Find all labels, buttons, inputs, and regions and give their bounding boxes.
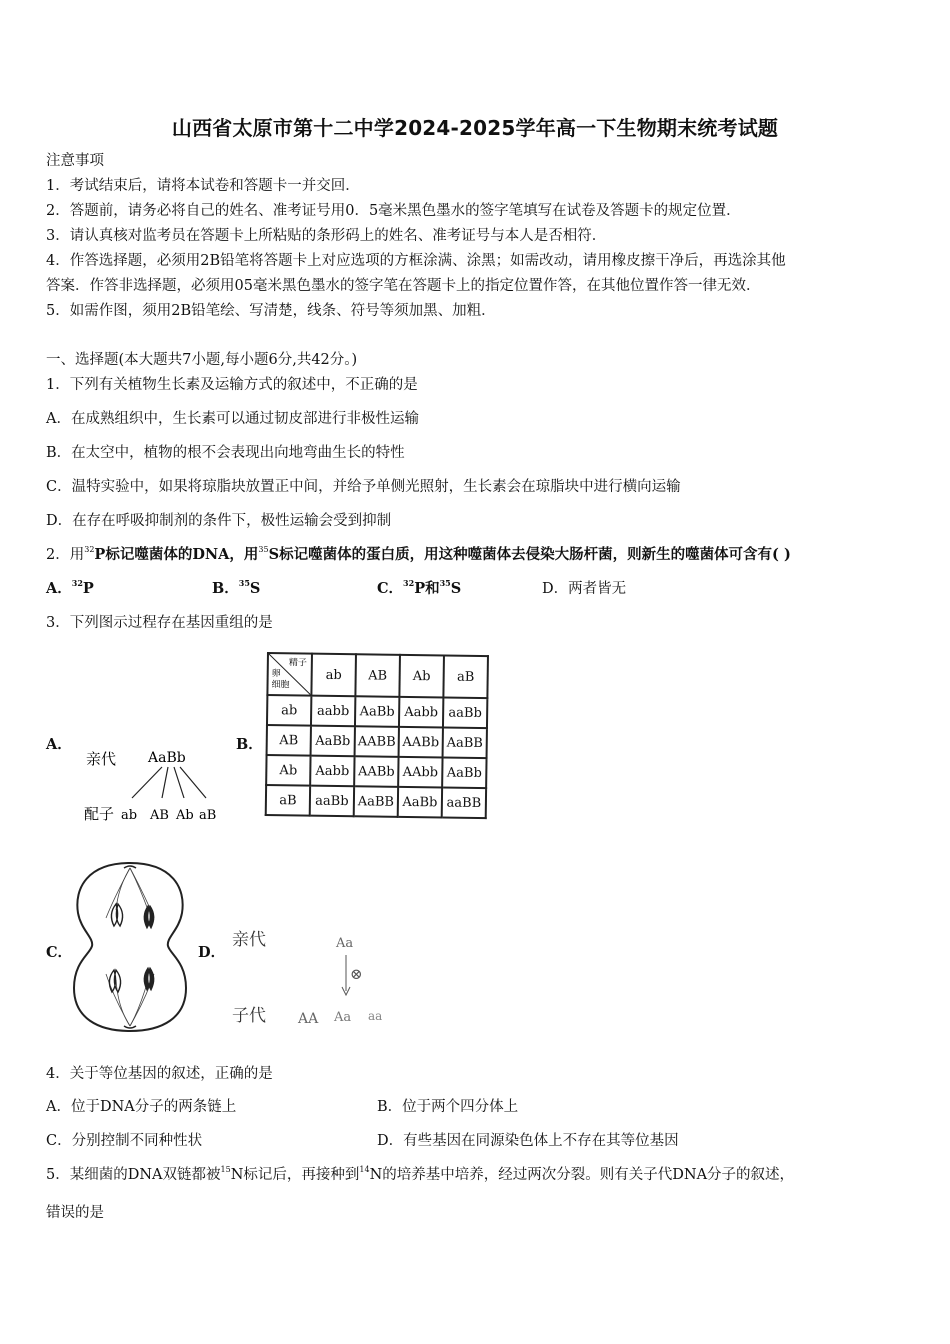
punnett-row-head: AB — [267, 725, 311, 756]
figure-d-child: aa — [368, 1009, 383, 1023]
notice-item: 答案．作答非选择题，必须用05毫米黑色墨水的签字笔在答题卡上的指定位置作答，在其他位置作答一律无效． — [46, 278, 761, 294]
question-1-option-a[interactable]: A．在成熟组织中，生长素可以通过韧皮部进行非极性运输 — [46, 411, 419, 427]
question-3-option-c[interactable]: C． — [46, 944, 73, 961]
punnett-corner-egg: 卵 — [271, 669, 281, 680]
figure-a-arrow — [180, 767, 206, 798]
punnett-corner-cell-label: 细胞 — [271, 680, 290, 691]
figure-c-dividing-cell — [68, 858, 192, 1036]
punnett-cell: AaBB — [354, 786, 398, 817]
spindle-pole — [124, 1026, 136, 1028]
figure-a-parent-genotype: AaBb — [148, 750, 186, 766]
figure-d-child-label: 子代 — [232, 1006, 266, 1026]
punnett-cell: aaBb — [310, 786, 354, 817]
question-4-stem: 4．关于等位基因的叙述，正确的是 — [46, 1066, 273, 1082]
spindle-pole — [124, 866, 136, 868]
punnett-row-head: Ab — [266, 755, 310, 786]
figure-a-gamete: AB — [150, 808, 169, 823]
punnett-cell: AaBb — [398, 787, 442, 818]
punnett-cell: AaBb — [442, 757, 486, 788]
question-1-option-d[interactable]: D．在存在呼吸抑制剂的条件下，极性运输会受到抑制 — [46, 513, 392, 529]
figure-a-gamete-label: 配子 — [84, 805, 115, 823]
punnett-col-head: Ab — [399, 655, 444, 698]
figure-b-punnett-square — [265, 652, 489, 819]
figure-a-arrow — [174, 767, 184, 798]
question-1-stem: 1．下列有关植物生长素及运输方式的叙述中，不正确的是 — [46, 377, 418, 393]
punnett-cell: Aabb — [310, 756, 354, 787]
punnett-col-head: aB — [443, 655, 488, 698]
figure-a-arrow — [162, 767, 168, 798]
question-4-option-c[interactable]: C．分别控制不同种性状 — [46, 1133, 203, 1149]
page-title: 山西省太原市第十二中学2024-2025学年高一下生物期末统考试题 — [171, 116, 779, 140]
notice-item: 2．答题前，请务必将自己的姓名、准考证号用0．5毫米黑色墨水的签字笔填写在试卷及答题卡的规定位置． — [46, 203, 741, 219]
punnett-cell: aaBb — [443, 697, 487, 728]
figure-d-parent-genotype: Aa — [336, 936, 354, 951]
question-4-option-d[interactable]: D．有些基因在同源染色体上不存在其等位基因 — [377, 1133, 679, 1149]
question-2-stem: 2．用$^{32}$P标记噬菌体的DNA，用$^{35}$S标记噬菌体的蛋白质，用这种噬菌体去侵染大肠杆菌，则新生的噬菌体可含有( ) — [46, 545, 791, 563]
notice-item: 3．请认真核对监考员在答题卡上所粘贴的条形码上的姓名、准考证号与本人是否相符． — [46, 228, 607, 244]
punnett-cell: AABb — [399, 727, 443, 758]
section-heading: 一、选择题(本大题共7小题,每小题6分,共42分。) — [46, 352, 358, 368]
question-1-option-b[interactable]: B．在太空中，植物的根不会表现出向地弯曲生长的特性 — [46, 445, 405, 461]
question-4-option-a[interactable]: A．位于DNA分子的两条链上 — [46, 1099, 237, 1115]
spindle-fibers — [106, 868, 154, 1026]
figure-d-child: AA — [298, 1011, 319, 1027]
cell-membrane — [74, 863, 186, 1031]
chromosome-light — [111, 904, 122, 926]
punnett-cell: AAbb — [398, 757, 442, 788]
figure-a-gamete: Ab — [176, 808, 194, 823]
figure-d-self-cross — [228, 925, 398, 1035]
punnett-cell: AaBb — [311, 726, 355, 757]
punnett-corner-diagonal — [268, 654, 311, 695]
question-3-stem: 3．下列图示过程存在基因重组的是 — [46, 615, 273, 631]
question-3-option-a[interactable]: A． — [46, 736, 72, 753]
punnett-col-head: AB — [355, 654, 400, 697]
figure-a-gamete-formation — [80, 740, 230, 830]
figure-a-arrow — [132, 767, 162, 798]
question-2-option-b[interactable]: B．$^{35}$S — [212, 578, 261, 597]
question-4-option-b[interactable]: B．位于两个四分体上 — [377, 1099, 519, 1115]
punnett-col-head: ab — [311, 654, 356, 697]
punnett-row-head: ab — [267, 695, 311, 726]
punnett-cell: AaBb — [355, 696, 399, 727]
punnett-cell: Aabb — [399, 697, 443, 728]
figure-a-parent-label: 亲代 — [86, 750, 117, 768]
punnett-cell: AaBB — [443, 727, 487, 758]
punnett-corner-sperm: 精子 — [288, 658, 307, 669]
figure-a-gamete: ab — [121, 808, 138, 823]
notice-item: 4．作答选择题，必须用2B铅笔将答题卡上对应选项的方框涂满、涂黑；如需改动，请用橡皮擦干净后，再选涂其他 — [46, 253, 786, 269]
chromosome-light — [109, 970, 120, 992]
figure-a-gamete: aB — [199, 808, 217, 823]
question-5-stem-continued: 错误的是 — [46, 1205, 104, 1221]
punnett-cell: AABB — [355, 726, 399, 757]
punnett-row-head: aB — [266, 785, 310, 816]
question-3-option-b[interactable]: B． — [236, 736, 263, 753]
question-5-stem: 5．某细菌的DNA双链都被$^{15}$N标记后，再接种到$^{14}$N的培养基中培养，经过两次分裂。则有关子代DNA分子的叙述， — [46, 1165, 795, 1183]
question-3-option-d[interactable]: D． — [198, 944, 226, 961]
question-1-option-c[interactable]: C．温特实验中，如果将琼脂块放置正中间，并给予单侧光照射，生长素会在琼脂块中进行横向运输 — [46, 479, 681, 495]
punnett-cell: aabb — [311, 696, 355, 727]
punnett-corner-cell — [267, 653, 312, 696]
question-2-option-a[interactable]: A．$^{32}$P — [46, 578, 94, 597]
punnett-cell: AABb — [354, 756, 398, 787]
notice-item: 5．如需作图，须用2B铅笔绘、写清楚，线条、符号等须加黑、加粗． — [46, 303, 496, 319]
chromosome-dark — [144, 968, 154, 990]
notice-item: 1．考试结束后，请将本试卷和答题卡一并交回． — [46, 178, 360, 194]
question-2-option-d[interactable]: D．两者皆无 — [542, 581, 627, 597]
punnett-cell: aaBB — [442, 787, 486, 818]
figure-d-child: Aa — [334, 1010, 352, 1025]
question-2-option-c[interactable]: C．$^{32}$P和$^{35}$S — [377, 578, 462, 597]
chromosome-dark — [144, 906, 154, 928]
self-cross-symbol: ⊗ — [350, 965, 363, 983]
figure-d-parent-label: 亲代 — [232, 930, 266, 950]
notice-heading: 注意事项 — [46, 153, 104, 169]
